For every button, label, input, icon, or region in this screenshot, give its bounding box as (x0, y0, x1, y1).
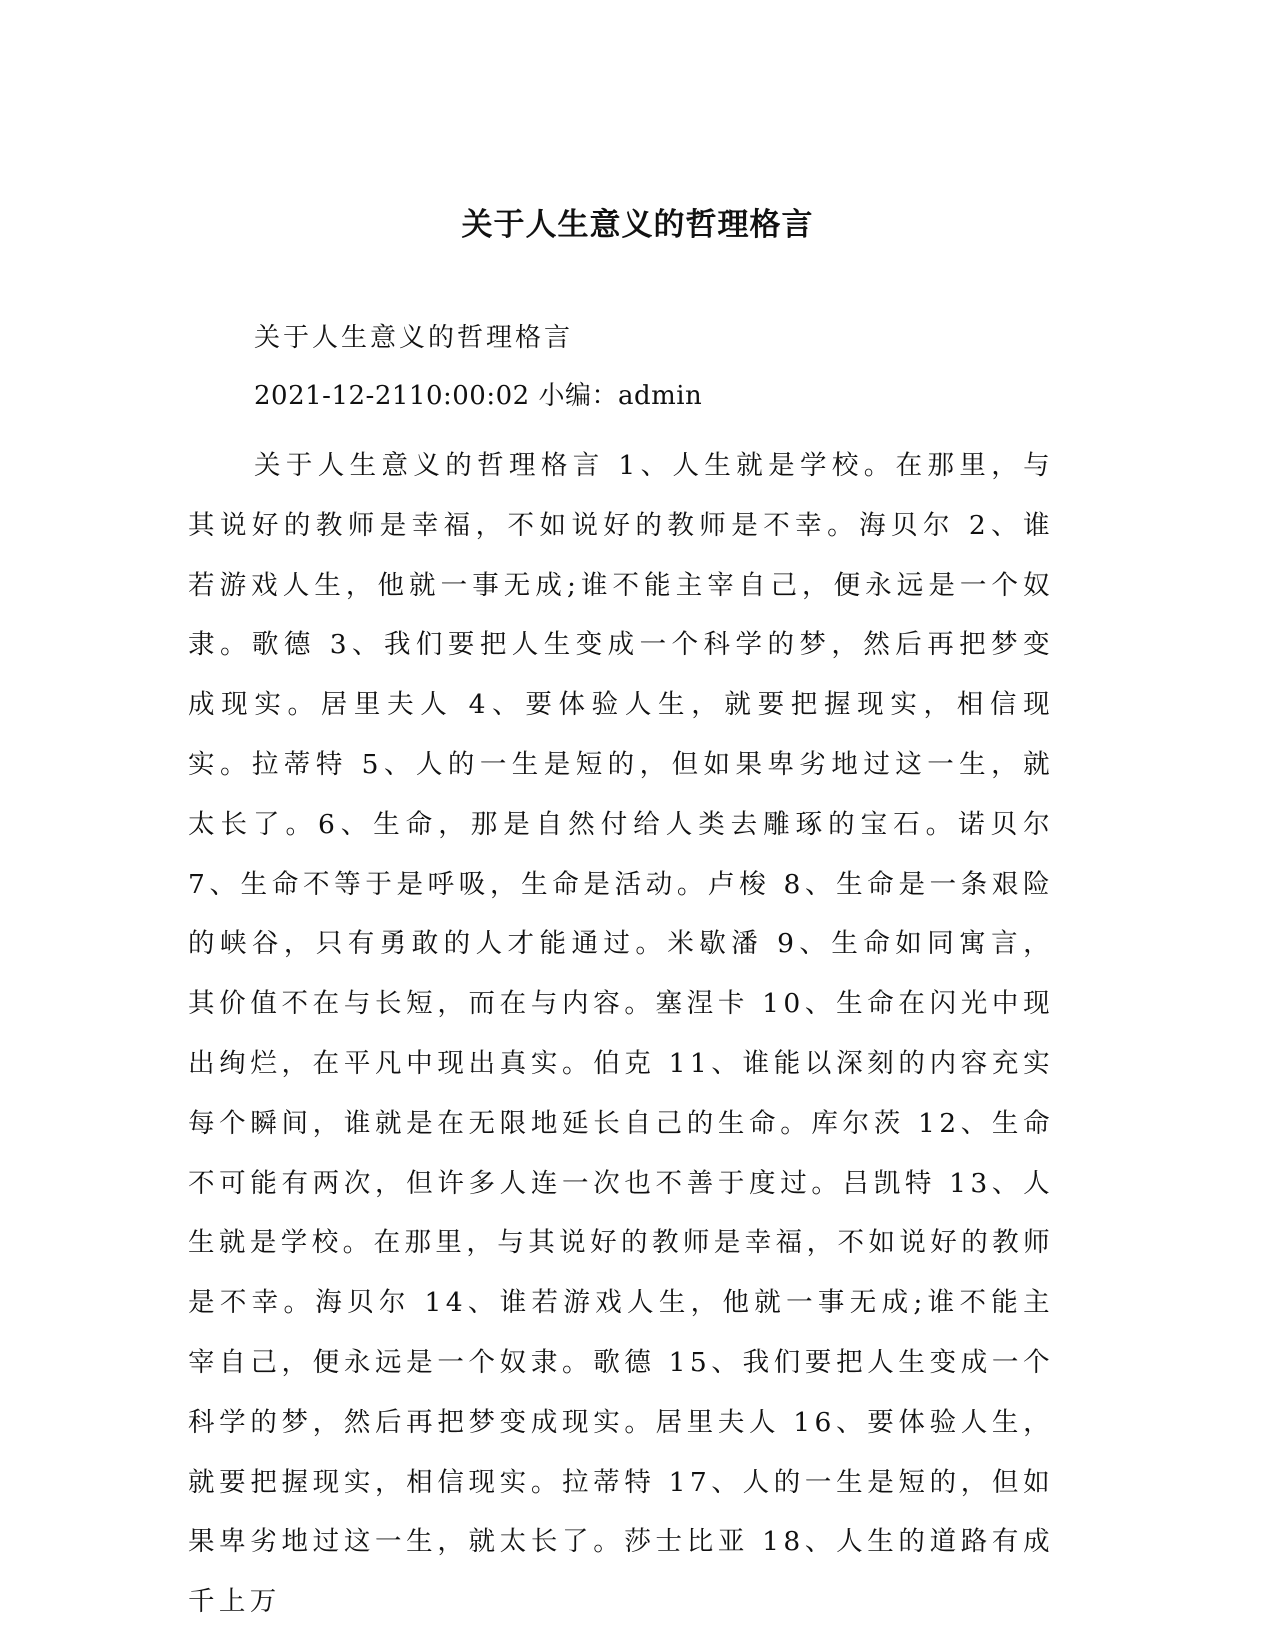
article-heading: 关于人生意义的哲理格言 (254, 323, 574, 353)
article-body: 关于人生意义的哲理格言 1、人生就是学校。在那里，与其说好的教师是幸福，不如说好的教师是不幸。海贝尔 2、谁若游戏人生，他就一事无成;谁不能主宰自己，便永远是一个奴隶。歌德 3、我们要把人生变成一个科学的梦，然后再把梦变成现实。居里夫人 4、要体验人生，就要把握现实，相信现实。拉蒂特 5、人的一生是短的，但如果卑劣地过这一生，就太长了。6、生命，那是自然付给人类去雕琢的宝石。诺贝尔 7、生命不等于是呼吸，生命是活动。卢梭 8、生命是一条艰险的峡谷，只有勇敢的人才能通过。米歇潘 9、生命如同寓言，其价值不在与长短，而在与内容。塞涅卡 10、生命在闪光中现出绚烂，在平凡中现出真实。伯克 11、谁能以深刻的内容充实每个瞬间，谁就是在无限地延长自己的生命。库尔茨 12、生命不可能有两次，但许多人连一次也不善于度过。吕凯特 13、人生就是学校。在那里，与其说好的教师是幸福，不如说好的教师是不幸。海贝尔 14、谁若游戏人生，他就一事无成;谁不能主宰自己，便永远是一个奴隶。歌德 15、我们要把人生变成一个科学的梦，然后再把梦变成现实。居里夫人 16、要体验人生，就要把握现实，相信现实。拉蒂特 17、人的一生是短的，但如果卑劣地过这一生，就太长了。莎士比亚 18、人生的道路有成千上万 (188, 450, 1054, 1618)
page-title: 关于人生意义的哲理格言 (461, 207, 814, 243)
article-meta: 2021-12-2110:00:02 小编：admin (254, 381, 703, 411)
